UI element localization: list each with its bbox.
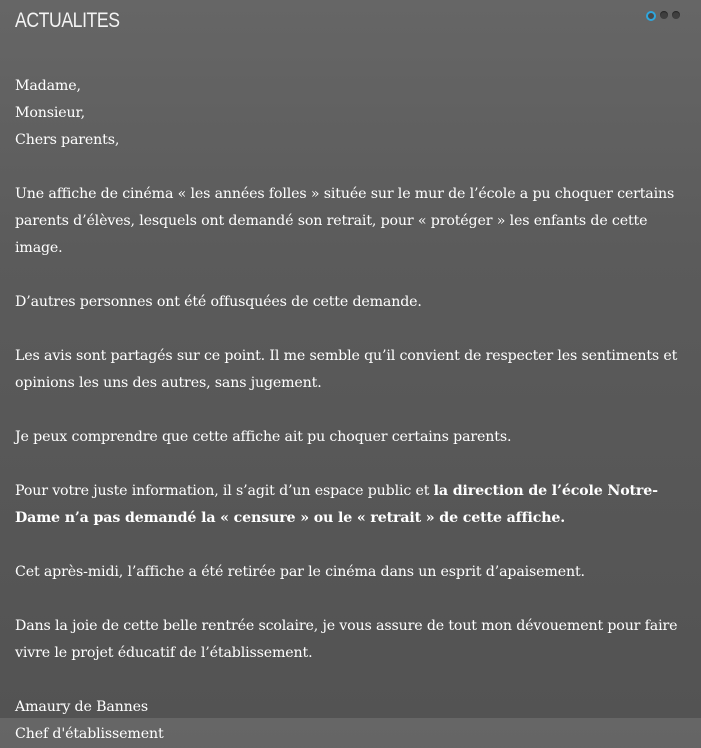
letter-paragraph: Cet après-midi, l’affiche a été retirée par le cinéma dans un esprit d’apaisement. [15,564,585,580]
letter-paragraph: Je peux comprendre que cette affiche ait pu choquer certains parents. [15,429,512,445]
letter-paragraph: Une affiche de cinéma « les années folles » située sur le mur de l’école a pu choquer certains parents d’élèves, lesquels ont demandé son retrait, pour « protéger » les enfants de cette image. [15,186,675,256]
letter-salutation [15,73,695,154]
letter-content [15,73,695,748]
carousel-dot-2[interactable] [660,11,668,19]
signature-role: Chef d'établissement [15,726,164,742]
salutation-line: Monsieur, [15,105,85,121]
panel-title: ACTUALITES [15,9,120,32]
letter-signature [15,694,695,748]
carousel-dot-1[interactable] [646,11,656,21]
signature-name: Amaury de Bannes [15,699,149,715]
salutation-line: Madame, [15,78,81,94]
paragraph-emphasis: la direction de l’école Notre-Dame n’a pas demandé la « censure » ou le « retrait » de cette affiche. [15,483,658,526]
salutation-line: Chers parents, [15,132,120,148]
carousel-pagination [646,11,680,21]
paragraph-text: Pour votre juste information, il s’agit d’un espace public et [15,483,434,499]
letter-paragraph [15,478,695,532]
letter-paragraph: Dans la joie de cette belle rentrée scolaire, je vous assure de tout mon dévouement pour faire vivre le projet éducatif de l’établissement. [15,618,678,661]
letter-paragraph: D’autres personnes ont été offusquées de cette demande. [15,294,422,310]
carousel-dot-3[interactable] [672,11,680,19]
letter-paragraph: Les avis sont partagés sur ce point. Il me semble qu’il convient de respecter les sentiments et opinions les uns des autres, sans jugement. [15,348,678,391]
